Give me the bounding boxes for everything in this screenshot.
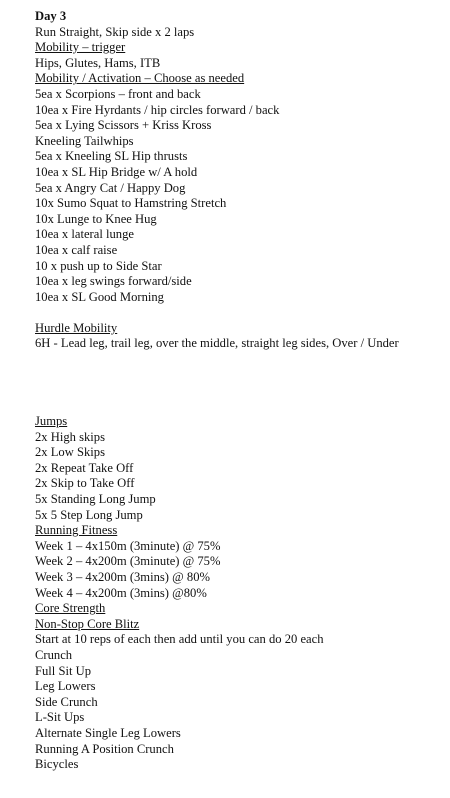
blank-space [35, 352, 445, 414]
day-title: Day 3 [35, 9, 67, 23]
list-item: Side Crunch [35, 694, 98, 709]
list-item: 5ea x Angry Cat / Happy Dog [35, 180, 186, 195]
list-item: Week 3 – 4x200m (3mins) @ 80% [35, 570, 210, 584]
list-item: 10ea x Fire Hyrdants / hip circles forward / back [35, 102, 280, 117]
list-item: 2x Skip to Take Off [35, 476, 135, 491]
list-item: 6H - Lead leg, trail leg, over the middle, straight leg sides, Over / Under [35, 336, 399, 351]
core-strength-heading: Core Strength [35, 601, 106, 616]
intro-line: Run Straight, Skip side x 2 laps [35, 24, 195, 39]
list-item: 5ea x Lying Scissors + Kriss Kross [35, 118, 212, 133]
hurdle-mobility-heading: Hurdle Mobility [35, 320, 118, 335]
core-blitz-subheading: Non-Stop Core Blitz [35, 616, 140, 631]
workout-document [35, 9, 445, 773]
list-item: 5x Standing Long Jump [35, 492, 156, 507]
list-item: Bicycles [35, 757, 79, 772]
list-item: 10ea x calf raise [35, 242, 118, 257]
list-item: Full Sit Up [35, 663, 91, 678]
jumps-heading: Jumps [35, 414, 68, 429]
list-item: Week 1 – 4x150m (3minute) @ 75% [35, 538, 221, 553]
list-item: 10ea x SL Good Morning [35, 289, 164, 304]
list-item: 5ea x Kneeling SL Hip thrusts [35, 149, 188, 164]
list-item: Start at 10 reps of each then add until you can do 20 each [35, 632, 324, 647]
list-item: 5x 5 Step Long Jump [35, 507, 143, 522]
list-item: 10x Lunge to Knee Hug [35, 211, 157, 226]
list-item: 10x Sumo Squat to Hamstring Stretch [35, 196, 227, 211]
running-fitness-heading: Running Fitness [35, 523, 118, 538]
list-item: Crunch [35, 647, 73, 662]
list-item: Kneeling Tailwhips [35, 133, 134, 148]
list-item: 10ea x leg swings forward/side [35, 274, 192, 289]
list-item: Leg Lowers [35, 679, 96, 694]
list-item: 10ea x lateral lunge [35, 227, 134, 242]
list-item: 10 x push up to Side Star [35, 258, 162, 273]
list-item: 2x High skips [35, 429, 105, 444]
mobility-trigger-heading: Mobility – trigger [35, 40, 126, 55]
list-item: Alternate Single Leg Lowers [35, 725, 181, 740]
list-item: Week 4 – 4x200m (3mins) @80% [35, 585, 207, 600]
list-item: Running A Position Crunch [35, 741, 174, 756]
list-item: 2x Repeat Take Off [35, 460, 134, 475]
list-item: L-Sit Ups [35, 710, 85, 725]
list-item: Week 2 – 4x200m (3minute) @ 75% [35, 554, 221, 569]
list-item: 10ea x SL Hip Bridge w/ A hold [35, 164, 198, 179]
list-item: 2x Low Skips [35, 445, 105, 460]
blank-line [35, 305, 445, 321]
mobility-activation-heading: Mobility / Activation – Choose as needed [35, 71, 245, 86]
list-item: 5ea x Scorpions – front and back [35, 86, 201, 101]
list-item: Hips, Glutes, Hams, ITB [35, 55, 161, 70]
